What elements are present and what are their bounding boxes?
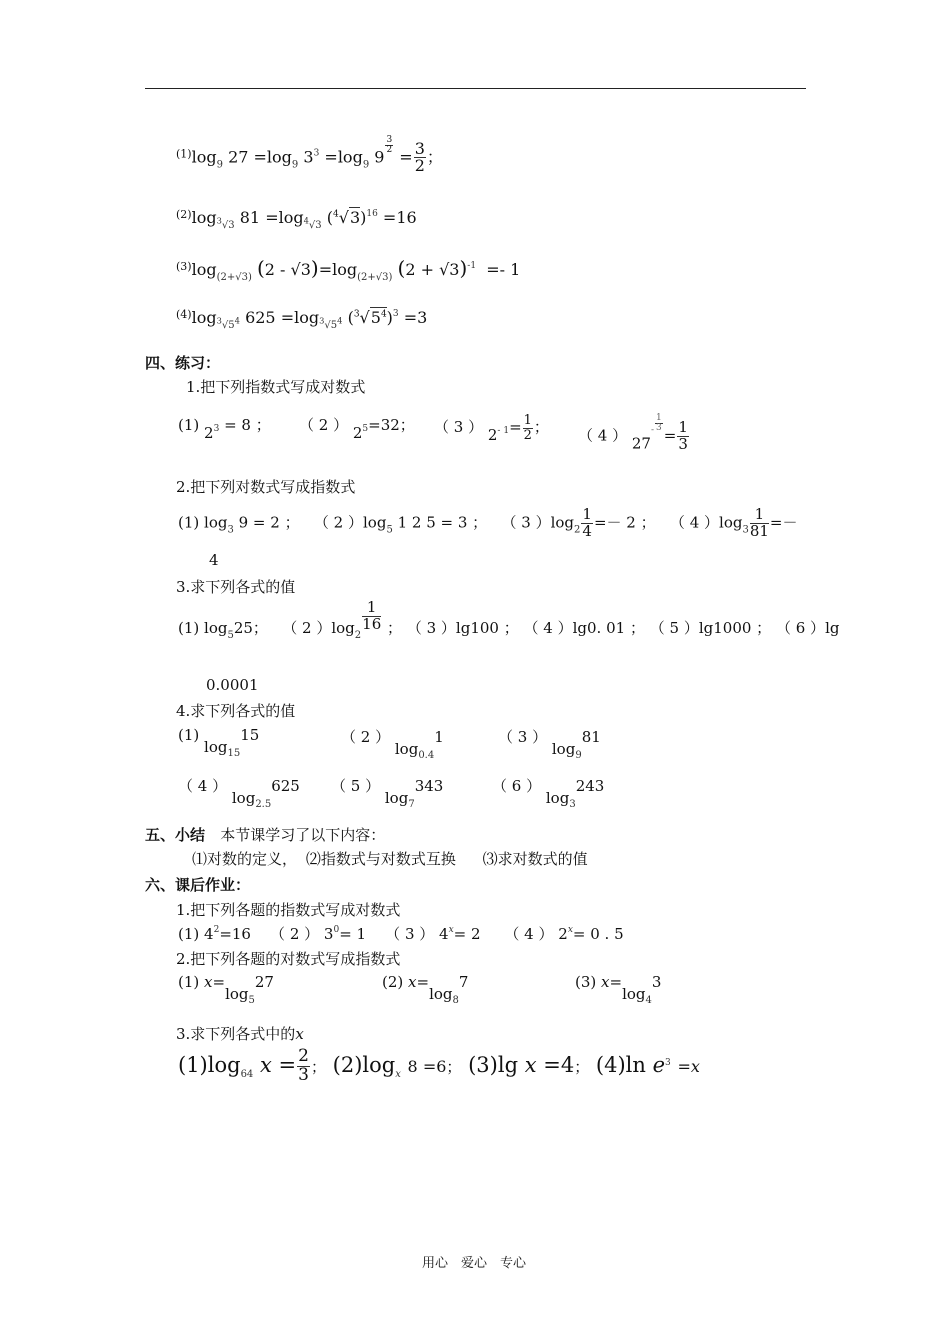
sec4-q1-item-3: （ 3 ） $2^{- 1}=$ $\frac{1}{2}$ ； bbox=[434, 413, 549, 445]
section-6-heading: 六、课后作业： bbox=[145, 876, 251, 894]
sec6-q2-item-2: (2) $x=\log_87$ bbox=[382, 973, 469, 1006]
sec4-q1-item-2: （ 2 ） $2^5=32$； bbox=[299, 416, 415, 442]
derivation-3: $^{(3)}\log_{(2+√3)}$ $(2 - √3)=\log_{(2+√3)}$ $(2 + √3)^{-1} =- 1$ bbox=[176, 256, 521, 283]
sec4-q4-item-6: （ 6 ） $\log_3243$ bbox=[492, 777, 605, 810]
sec6-q2-title: 2.把下列各题的对数式写成指数式 bbox=[176, 950, 401, 968]
sec4-q4-item-2: （ 2 ） $\log_{0.4}1$ bbox=[341, 728, 444, 761]
section-5-heading-row bbox=[145, 824, 385, 845]
sec4-q4-title: 4.求下列各式的值 bbox=[176, 702, 296, 720]
derivation-2: $^{(2)}\log_{^3√3}$ $81 =\log_{^4√3}$ $(^4√3)^{16} =16$ bbox=[176, 208, 417, 231]
sec4-q1-item-4: （ 4 ） 27- $\frac{1}{3}$ = $\frac{1}{3}$ bbox=[578, 413, 688, 453]
sec4-q3-title: 3.求下列各式的值 bbox=[176, 578, 296, 596]
sec4-q3-row: (1) $\log_525$； （ 2 ）$\log_2$ $\frac{1}{16}$ ； （ 3 ）lg100 ； （ 4 ）lg0. 01 ； （ 5 ）lg1000 ； （ 6 ）lg bbox=[178, 598, 840, 641]
section-5-items: ⑴对数的定义， ⑵指数式与对数式互换 ⑶求对数式的值 bbox=[192, 850, 588, 868]
derivation-4: $^{(4)}\log_{^3√5^4}$ $625 =\log_{^3√5^4}$ $(^3√5^4)^3 =3$ bbox=[176, 308, 428, 331]
sec4-q1-title: 1.把下列指数式写成对数式 bbox=[186, 378, 366, 396]
section-5-heading: 五、小结 bbox=[145, 826, 206, 844]
header-rule bbox=[145, 88, 806, 89]
sec6-q2-item-3: (3) $x=\log_43$ bbox=[575, 973, 662, 1006]
sec4-q4-item-4: （ 4 ） $\log_{2.5}625$ bbox=[178, 777, 300, 810]
section-4-heading: 四、练习： bbox=[145, 354, 221, 372]
sec6-q1-row: (1) $4^2=16$ （ 2 ） $3^0= 1$ （ 3 ） $4^x= 2$ （ 4 ） $2^x= 0$ . 5 bbox=[178, 925, 624, 943]
sec4-q3-wrap: 0.0001 bbox=[206, 676, 259, 694]
sec6-q3-title: 3.求下列各式中的x bbox=[176, 1025, 304, 1043]
sec6-q1-title: 1.把下列各题的指数式写成对数式 bbox=[176, 901, 401, 919]
page-footer: 用心 爱心 专心 bbox=[422, 1256, 527, 1271]
derivation-1: $^{(1)}\log_9$ $27 =\log_9$ $3^3 =\log_9$ 9 $\frac{3}{2}$ = $\frac{3}{2}$ ； bbox=[176, 135, 443, 176]
sec4-q2-wrap: 4 bbox=[209, 551, 219, 569]
section-5-intro: 本节课学习了以下内容： bbox=[220, 826, 386, 844]
sec4-q2-title: 2.把下列对数式写成指数式 bbox=[176, 478, 356, 496]
sec6-q3-row: $(1)\log_{64}$ x = $\frac{2}{3}$ ； $(2)\log_x$ 8 =6； (3)lg x =4； (4)ln $e^3 =x$ bbox=[178, 1046, 700, 1085]
sec6-q2-item-1: (1) $x=\log_527$ bbox=[178, 973, 274, 1006]
sec4-q2-row: (1) $\log_3 9 = 2$ ； （ 2 ）$\log_5$ 1 2 5 = 3 ； （ 3 ）$\log_2$ $\frac{1}{4}$ =－ 2 ； （ 4 ）$\log_3$ $\frac{1}{81}$ =－ bbox=[178, 505, 798, 540]
sec4-q4-item-5: （ 5 ） $\log_7343$ bbox=[331, 777, 444, 810]
sec4-q4-item-1: (1) $\log_{15}15$ bbox=[178, 726, 260, 759]
sec4-q4-item-3: （ 3 ） $\log_981$ bbox=[498, 728, 601, 761]
sec4-q1-item-1: (1) $2^3 = 8$ ； bbox=[178, 416, 271, 442]
